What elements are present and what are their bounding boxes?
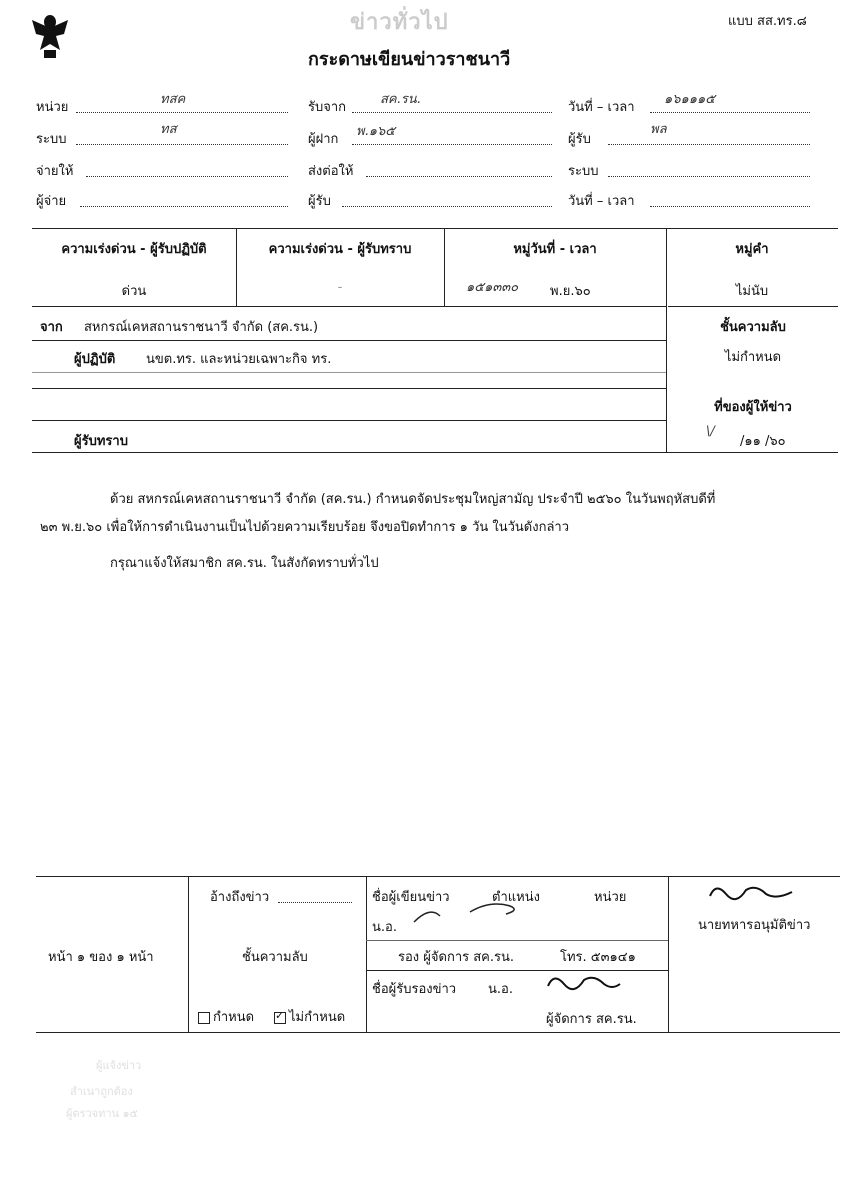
msg-no-label: ที่ของผู้ให้ข่าว [714,400,792,415]
receiver-label: ผู้รับ [308,194,331,209]
from-label: จาก [40,320,63,335]
forward-to-label: ส่งต่อให้ [308,164,354,179]
datetime2-label: วันที่ – เวลา [568,194,635,209]
payto-label: จ่ายให้ [36,164,74,179]
classification-label: ชั้นความลับ [720,320,786,335]
col3-header: หมู่วันที่ - เวลา [513,242,597,257]
received-from-label: รับจาก [308,100,347,115]
faint-line-2: สำเนาถูกต้อง [70,1085,133,1098]
certifier-position: ผู้จัดการ สค.รน. [546,1012,637,1027]
action-value: นขต.ทร. และหน่วยเฉพาะกิจ ทร. [146,352,332,367]
approver-label: นายทหารอนุมัติข่าว [698,918,811,933]
body-para2: กรุณาแจ้งให้สมาชิก สค.รน. ในสังกัดทราบทั่วไป [110,556,379,571]
garuda-emblem-icon [28,10,72,60]
writer-label: ชื่อผู้เขียนข่าว [372,890,450,905]
writer-signature-icon [410,896,530,930]
unit-value: ทสค [160,92,186,107]
col2-header: ความเร่งด่วน - ผู้รับทราบ [268,242,412,257]
footer-class-label: ชั้นความลับ [242,950,308,965]
option-define-label: กำหนด [213,1010,255,1025]
col1-header: ความเร่งด่วน - ผู้รับปฏิบัติ [61,242,207,257]
system-label: ระบบ [36,132,67,147]
footer-ref-label: อ้างถึงข่าว [210,890,270,905]
stamp-watermark: ข่าวทั่วไป [350,10,449,35]
writer-phone: โทร. ๕๓๑๔๑ [560,950,636,965]
classification-value: ไม่กำหนด [724,350,782,365]
received-from-value: สค.รน. [380,92,421,107]
option-undefined-label: ไม่กำหนด [289,1010,346,1025]
info-label: ผู้รับทราบ [74,434,128,449]
depositor-value: พ.๑๖๕ [356,124,396,139]
option-undefined[interactable] [274,1006,345,1027]
col2-value: - [337,280,343,295]
checkbox-define[interactable] [198,1012,210,1024]
certifier-label: ชื่อผู้รับรองข่าว [372,982,457,997]
system2-label: ระบบ [568,164,599,179]
footer-unit-label: หน่วย [594,890,627,905]
col4-header: หมู่คำ [735,242,769,257]
action-label: ผู้ปฏิบัติ [74,352,116,367]
col3-value: พ.ย.๖๐ [550,284,591,299]
rank1: น.อ. [372,920,397,935]
col1-value: ด่วน [121,284,147,299]
footer-page: หน้า ๑ ของ ๑ หน้า [48,950,154,965]
col3-handwritten: ๑๕๑๓๓๐ [466,280,519,295]
from-value: สหกรณ์เคหสถานราชนาวี จำกัด (สค.รน.) [84,320,319,335]
recipient-value: พล [650,122,667,137]
msg-no-value: /๑๑ /๖๐ [740,434,786,449]
payer-label: ผู้จ่าย [36,194,67,209]
datetime-value: ๑๖๑๑๑๕ [664,92,716,107]
rank2: น.อ. [488,982,513,997]
unit-label: หน่วย [36,100,69,115]
datetime-label: วันที่ – เวลา [568,100,635,115]
form-code: แบบ สส.ทร.๘ [728,14,807,29]
faint-line-1: ผู้แจ้งข่าว [96,1059,142,1072]
recipient-label: ผู้รับ [568,132,591,147]
option-define[interactable] [198,1006,254,1027]
body-para1-line1: ด้วย สหกรณ์เคหสถานราชนาวี จำกัด (สค.รน.) กำหนดจัดประชุมใหญ่สามัญ ประจำปี ๒๕๖๐ ในวันพฤหัสบดีที่ [110,492,716,507]
checkbox-undefined[interactable] [274,1012,286,1024]
col4-value: ไม่นับ [735,284,769,299]
approver-signature-icon [706,880,796,912]
writer-position: รอง ผู้จัดการ สค.รน. [398,950,514,965]
body-para1-line2: ๒๓ พ.ย.๖๐ เพื่อให้การดำเนินงานเป็นไปด้วยความเรียบร้อย จึงขอปิดทำการ ๑ วัน ในวันดังกล่าว [40,520,570,535]
system-value: ทส [160,122,177,137]
faint-line-3: ผู้ตรวจทาน ๑๕ [66,1107,138,1120]
certifier-signature-icon [544,970,624,1004]
msg-no-hand: \/ [706,424,715,439]
depositor-label: ผู้ฝาก [308,132,339,147]
page-title: กระดาษเขียนข่าวราชนาวี [308,49,511,70]
position-label: ตำแหน่ง [492,890,540,905]
